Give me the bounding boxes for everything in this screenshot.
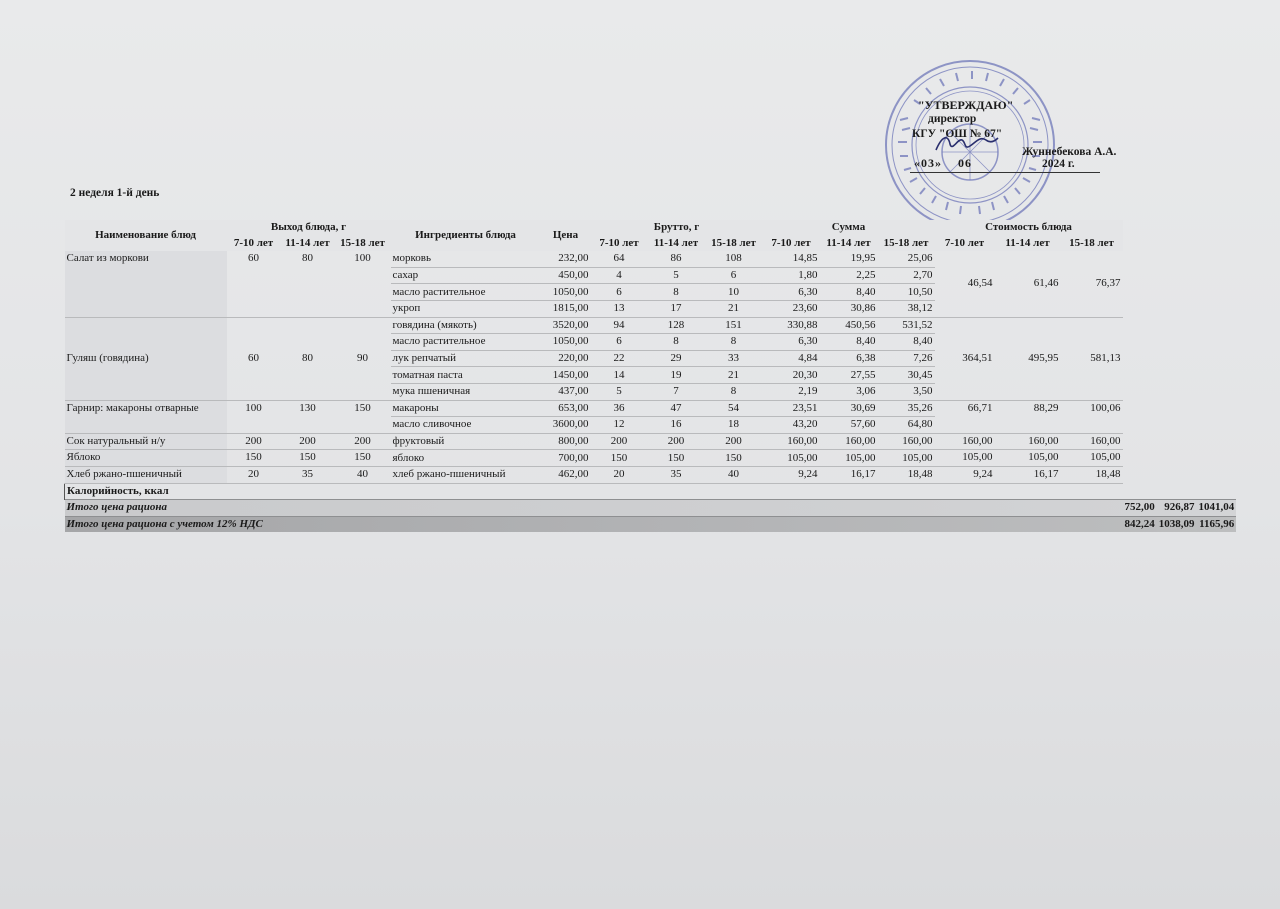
ingredient-sum-age-1: 2,19 (763, 383, 820, 400)
total-label: Итого цена рациона (65, 500, 1123, 517)
ingredient-sum-age-2: 160,00 (820, 433, 878, 450)
ingredient-gross-age-3: 8 (705, 383, 763, 400)
header-dish-name: Наименование блюд (95, 229, 196, 242)
header-gross: Брутто, г (653, 221, 700, 234)
ingredient-sum-age-3: 64,80 (878, 417, 935, 434)
dish-name: Салат из моркови (65, 251, 227, 317)
menu-table (64, 220, 1236, 532)
dish-yield-age-2: 130 (281, 400, 335, 433)
ingredient-price: 3600,00 (541, 417, 591, 434)
ingredient-sum-age-3: 10,50 (878, 284, 935, 301)
ingredient-sum-age-3: 18,48 (878, 466, 935, 483)
approval-heading: "УТВЕРЖДАЮ" (918, 98, 1014, 112)
dish-cost-age-2: 160,00 (995, 433, 1061, 450)
approval-date-day: 03 (921, 156, 935, 170)
ingredient-gross-age-2: 5 (648, 267, 705, 284)
ingredient-gross-age-1: 5 (591, 383, 648, 400)
dish-yield-age-3: 150 (335, 450, 391, 467)
ingredient-price: 437,00 (541, 383, 591, 400)
ingredient-sum-age-3: 30,45 (878, 367, 935, 384)
ingredient-name: масло растительное (391, 284, 541, 301)
ingredient-sum-age-3: 38,12 (878, 300, 935, 317)
ingredient-gross-age-1: 22 (591, 350, 648, 367)
ingredient-sum-age-2: 19,95 (820, 251, 878, 267)
ingredient-price: 1450,00 (541, 367, 591, 384)
ingredient-sum-age-2: 6,38 (820, 350, 878, 367)
ingredient-sum-age-1: 105,00 (763, 450, 820, 467)
approval-block (880, 60, 1140, 240)
dish-yield-age-1: 100 (227, 400, 281, 433)
dish-cost-age-2: 61,46 (995, 251, 1061, 317)
ingredient-sum-age-2: 2,25 (820, 267, 878, 284)
dish-yield-age-2: 200 (281, 433, 335, 450)
dish-cost-age-3: 160,00 (1061, 433, 1123, 450)
ingredient-sum-age-1: 23,60 (763, 300, 820, 317)
ingredient-sum-age-2: 57,60 (820, 417, 878, 434)
ingredient-gross-age-1: 6 (591, 334, 648, 351)
ingredient-price: 800,00 (541, 433, 591, 450)
ingredient-name: фруктовый (391, 433, 541, 450)
ingredient-gross-age-3: 21 (705, 300, 763, 317)
dish-cost-age-1: 66,71 (935, 400, 995, 433)
ingredient-gross-age-3: 10 (705, 284, 763, 301)
ingredient-sum-age-1: 160,00 (763, 433, 820, 450)
table-row (65, 317, 1237, 334)
ingredient-gross-age-3: 8 (705, 334, 763, 351)
table-row (65, 433, 1237, 450)
menu-table-body (65, 251, 1237, 483)
dish-cost-age-1: 160,00 (935, 433, 995, 450)
ingredient-name: масло растительное (391, 334, 541, 351)
ingredient-name: томатная паста (391, 367, 541, 384)
ingredient-sum-age-2: 8,40 (820, 284, 878, 301)
ingredient-price: 232,00 (541, 251, 591, 267)
ingredient-gross-age-2: 8 (648, 334, 705, 351)
ingredient-price: 653,00 (541, 400, 591, 417)
table-row (65, 450, 1237, 467)
dish-name: Яблоко (65, 450, 227, 467)
ingredient-gross-age-3: 108 (705, 251, 763, 267)
ingredient-gross-age-2: 200 (648, 433, 705, 450)
total-age-1: 752,00 (1123, 500, 1157, 517)
ingredient-sum-age-2: 3,06 (820, 383, 878, 400)
ingredient-gross-age-1: 64 (591, 251, 648, 267)
ingredient-gross-age-2: 47 (648, 400, 705, 417)
dish-cost-age-2: 105,00 (995, 450, 1061, 467)
ingredient-name: укроп (391, 300, 541, 317)
ingredient-sum-age-2: 30,69 (820, 400, 878, 417)
dish-yield-age-3: 150 (335, 400, 391, 433)
ingredient-sum-age-1: 6,30 (763, 284, 820, 301)
header-cost-age-2: 11-14 лет (1005, 236, 1050, 249)
ingredient-gross-age-1: 94 (591, 317, 648, 334)
dish-yield-age-2: 80 (281, 317, 335, 400)
ingredient-sum-age-2: 8,40 (820, 334, 878, 351)
ingredient-gross-age-2: 150 (648, 450, 705, 467)
dish-cost-age-3: 18,48 (1061, 466, 1123, 483)
dish-name: Гуляш (говядина) (65, 317, 227, 400)
ingredient-gross-age-3: 151 (705, 317, 763, 334)
ingredient-gross-age-3: 21 (705, 367, 763, 384)
ingredient-gross-age-3: 200 (705, 433, 763, 450)
ingredient-sum-age-1: 330,88 (763, 317, 820, 334)
ingredient-sum-age-3: 8,40 (878, 334, 935, 351)
table-header-row-1 (65, 220, 1237, 236)
dish-name: Гарнир: макароны отварные (65, 400, 227, 433)
ingredient-gross-age-2: 17 (648, 300, 705, 317)
header-price: Цена (552, 229, 579, 242)
calories-row (65, 483, 1237, 500)
ingredient-gross-age-1: 150 (591, 450, 648, 467)
dish-yield-age-3: 90 (335, 317, 391, 400)
ingredient-sum-age-2: 30,86 (820, 300, 878, 317)
dish-yield-age-3: 100 (335, 251, 391, 317)
approval-position: директор (928, 113, 977, 125)
total-vat-age-3: 1165,96 (1197, 516, 1237, 532)
ingredient-sum-age-3: 160,00 (878, 433, 935, 450)
approval-director-name: Жуннебекова А.А. (1022, 146, 1117, 158)
dish-cost-age-3: 105,00 (1061, 450, 1123, 467)
ingredient-sum-age-1: 1,80 (763, 267, 820, 284)
ingredient-price: 3520,00 (541, 317, 591, 334)
dish-yield-age-2: 35 (281, 466, 335, 483)
ingredient-gross-age-3: 40 (705, 466, 763, 483)
ingredient-price: 1050,00 (541, 334, 591, 351)
total-vat-row (65, 516, 1237, 532)
ingredient-sum-age-2: 105,00 (820, 450, 878, 467)
ingredient-sum-age-1: 20,30 (763, 367, 820, 384)
ingredient-name: макароны (391, 400, 541, 417)
header-yield-age-2: 11-14 лет (285, 236, 330, 249)
dish-cost-age-1: 46,54 (935, 251, 995, 317)
header-sum-age-3: 15-18 лет (883, 236, 929, 249)
total-age-2: 926,87 (1157, 500, 1197, 517)
ingredient-gross-age-2: 19 (648, 367, 705, 384)
ingredient-gross-age-1: 13 (591, 300, 648, 317)
ingredient-gross-age-3: 6 (705, 267, 763, 284)
ingredient-price: 1815,00 (541, 300, 591, 317)
ingredient-gross-age-2: 7 (648, 383, 705, 400)
dish-yield-age-3: 40 (335, 466, 391, 483)
table-row (65, 400, 1237, 417)
ingredient-gross-age-2: 128 (648, 317, 705, 334)
dish-cost-age-3: 100,06 (1061, 400, 1123, 433)
ingredient-sum-age-3: 35,26 (878, 400, 935, 417)
dish-yield-age-2: 150 (281, 450, 335, 467)
ingredient-gross-age-1: 12 (591, 417, 648, 434)
ingredient-gross-age-3: 150 (705, 450, 763, 467)
ingredient-price: 700,00 (541, 450, 591, 467)
dish-name: Сок натуральный н/у (65, 433, 227, 450)
header-yield-age-1: 7-10 лет (233, 236, 274, 249)
dish-cost-age-1: 9,24 (935, 466, 995, 483)
header-ingredients: Ингредиенты блюда (415, 229, 516, 242)
dish-cost-age-3: 581,13 (1061, 317, 1123, 400)
ingredient-sum-age-3: 531,52 (878, 317, 935, 334)
approval-date: «03» 06 (914, 156, 972, 170)
ingredient-sum-age-3: 25,06 (878, 251, 935, 267)
ingredient-gross-age-3: 33 (705, 350, 763, 367)
ingredient-gross-age-2: 16 (648, 417, 705, 434)
ingredient-gross-age-2: 86 (648, 251, 705, 267)
ingredient-sum-age-1: 4,84 (763, 350, 820, 367)
total-vat-label: Итого цена рациона с учетом 12% НДС (65, 516, 1123, 532)
ingredient-name: говядина (мякоть) (391, 317, 541, 334)
header-cost-age-3: 15-18 лет (1069, 236, 1114, 249)
ingredient-name: мука пшеничная (391, 383, 541, 400)
approval-date-month: 06 (958, 156, 972, 170)
dish-cost-age-2: 88,29 (995, 400, 1061, 433)
ingredient-name: яблоко (391, 450, 541, 467)
dish-yield-age-1: 150 (227, 450, 281, 467)
ingredient-sum-age-1: 43,20 (763, 417, 820, 434)
ingredient-gross-age-3: 18 (705, 417, 763, 434)
approval-organization: КГУ "ОШ № 67" (912, 128, 1003, 140)
header-sum: Сумма (831, 221, 866, 234)
ingredient-gross-age-1: 36 (591, 400, 648, 417)
ingredient-gross-age-1: 4 (591, 267, 648, 284)
table-row (65, 466, 1237, 483)
ingredient-price: 450,00 (541, 267, 591, 284)
total-vat-age-2: 1038,09 (1157, 516, 1197, 532)
ingredient-sum-age-3: 3,50 (878, 383, 935, 400)
dish-yield-age-1: 200 (227, 433, 281, 450)
ingredient-sum-age-3: 7,26 (878, 350, 935, 367)
table-header-row-2 (65, 236, 1237, 252)
ingredient-name: масло сливочное (391, 417, 541, 434)
ingredient-name: хлеб ржано-пшеничный (391, 466, 541, 483)
ingredient-gross-age-2: 35 (648, 466, 705, 483)
dish-yield-age-1: 60 (227, 251, 281, 317)
approval-year: 2024 г. (1042, 158, 1075, 170)
dish-yield-age-1: 60 (227, 317, 281, 400)
ingredient-sum-age-3: 2,70 (878, 267, 935, 284)
ingredient-price: 1050,00 (541, 284, 591, 301)
ingredient-gross-age-1: 200 (591, 433, 648, 450)
ingredient-price: 462,00 (541, 466, 591, 483)
ingredient-name: сахар (391, 267, 541, 284)
dish-cost-age-1: 364,51 (935, 317, 995, 400)
total-row (65, 500, 1237, 517)
signature (932, 130, 1002, 156)
dish-yield-age-3: 200 (335, 433, 391, 450)
ingredient-sum-age-2: 16,17 (820, 466, 878, 483)
ingredient-sum-age-3: 105,00 (878, 450, 935, 467)
ingredient-gross-age-1: 6 (591, 284, 648, 301)
approval-date-line (910, 172, 1100, 173)
ingredient-gross-age-1: 14 (591, 367, 648, 384)
header-yield: Выход блюда, г (270, 221, 347, 234)
dish-cost-age-2: 495,95 (995, 317, 1061, 400)
header-sum-age-2: 11-14 лет (826, 236, 871, 249)
ingredient-sum-age-1: 14,85 (763, 251, 820, 267)
ingredient-gross-age-2: 8 (648, 284, 705, 301)
total-vat-age-1: 842,24 (1123, 516, 1157, 532)
ingredient-gross-age-2: 29 (648, 350, 705, 367)
total-age-3: 1041,04 (1197, 500, 1237, 517)
header-cost-age-1: 7-10 лет (944, 236, 985, 249)
ingredient-price: 220,00 (541, 350, 591, 367)
ingredient-sum-age-1: 9,24 (763, 466, 820, 483)
ingredient-name: лук репчатый (391, 350, 541, 367)
header-gross-age-3: 15-18 лет (711, 236, 756, 249)
ingredient-gross-age-1: 20 (591, 466, 648, 483)
header-gross-age-1: 7-10 лет (599, 236, 639, 249)
dish-cost-age-1: 105,00 (935, 450, 995, 467)
document-title: 2 неделя 1-й день (70, 187, 160, 199)
ingredient-sum-age-2: 450,56 (820, 317, 878, 334)
dish-name: Хлеб ржано-пшеничный (65, 466, 227, 483)
dish-cost-age-3: 76,37 (1061, 251, 1123, 317)
ingredient-gross-age-3: 54 (705, 400, 763, 417)
ingredient-name: морковь (391, 251, 541, 267)
table-row (65, 251, 1237, 267)
ingredient-sum-age-2: 27,55 (820, 367, 878, 384)
ingredient-sum-age-1: 6,30 (763, 334, 820, 351)
ingredient-sum-age-1: 23,51 (763, 400, 820, 417)
header-yield-age-3: 15-18 лет (340, 236, 385, 249)
header-sum-age-1: 7-10 лет (771, 236, 811, 249)
dish-cost-age-2: 16,17 (995, 466, 1061, 483)
calories-label: Калорийность, ккал (65, 483, 1237, 500)
dish-yield-age-2: 80 (281, 251, 335, 317)
header-gross-age-2: 11-14 лет (653, 236, 699, 249)
header-cost: Стоимость блюда (985, 221, 1072, 234)
dish-yield-age-1: 20 (227, 466, 281, 483)
